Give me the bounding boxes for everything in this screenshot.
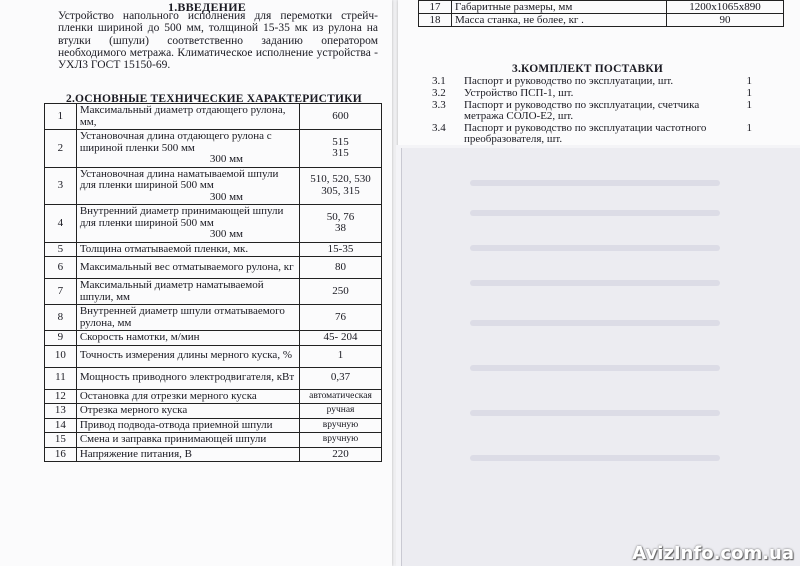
spec-number: 3 <box>45 167 77 205</box>
spec-value <box>300 104 382 130</box>
spec-value-text: 76 <box>335 310 346 323</box>
spec-label <box>76 104 299 130</box>
spec-value-text: 45- 204 <box>323 331 358 343</box>
supply-list <box>432 76 752 146</box>
supply-item-quantity: 1 <box>746 99 752 111</box>
bleed-through-line <box>470 210 720 216</box>
spec-number: 14 <box>45 418 77 433</box>
bleed-through-line <box>470 245 720 251</box>
spec-sub-label: 300 мм <box>209 190 243 203</box>
spec-value-secondary: 315 <box>332 147 349 160</box>
dimensions-table-body <box>419 1 784 27</box>
spec-row <box>45 279 382 305</box>
specs-heading: 2.ОСНОВНЫЕ ТЕХНИЧЕСКИЕ ХАРАКТЕРИСТИКИ <box>66 93 362 105</box>
spec-label-text: Напряжение питания, В <box>79 447 192 460</box>
spec-label-text: Скорость намотки, м/мин <box>79 331 200 343</box>
spec-number: 6 <box>45 257 77 279</box>
spec-row <box>45 331 382 346</box>
supply-heading: 3.КОМПЛЕКТ ПОСТАВКИ <box>512 63 664 75</box>
spec-value-text: 80 <box>335 260 346 273</box>
spec-number: 12 <box>45 389 77 404</box>
spec-label <box>76 418 299 433</box>
dimension-value: 1200х1065х890 <box>667 1 784 14</box>
spec-label <box>76 367 299 389</box>
spec-label-text: Установочная длина отдающего рулона с шириной пленки 500 мм <box>79 130 272 154</box>
spec-label-text: Смена и заправка принимающей шпули <box>79 433 267 445</box>
spec-value <box>300 433 382 448</box>
spec-row <box>45 257 382 279</box>
spec-value-text: 510, 520, 530 <box>310 173 371 186</box>
spec-value-text: 515 <box>332 135 349 148</box>
spec-number: 15 <box>45 433 77 448</box>
spec-value <box>300 257 382 279</box>
spec-row <box>45 130 382 168</box>
specs-table-body <box>45 104 382 462</box>
dimension-row <box>419 14 784 27</box>
spec-label <box>76 257 299 279</box>
spec-value-text: 250 <box>332 284 349 297</box>
bleed-through-line <box>470 280 720 286</box>
spec-value <box>300 404 382 419</box>
spec-number: 13 <box>45 404 77 419</box>
supply-item-text: Паспорт и руководство по эксплуатации, шт. <box>464 75 674 87</box>
intro-paragraph: Устройство напольного исполнения для перемотки стрейч-пленки шириной до 500 мм, толщиной 15-35 мк из рулона на втулки (шпули) соответственно заданию оператором необходимого метража. Климатическое исполнение устройства - УХЛ3 ГОСТ 15150-69. <box>58 10 378 72</box>
supply-item-number: 3.3 <box>432 99 446 111</box>
spec-number: 1 <box>45 104 77 130</box>
spec-value-text: вручную <box>322 434 359 444</box>
spec-label-text: Внутренней диаметр шпули отматываемого рулона, мм <box>79 305 285 329</box>
spec-value <box>300 130 382 168</box>
spec-value-text: 220 <box>332 447 349 460</box>
spec-value-text: автоматическая <box>309 390 372 401</box>
spec-number: 7 <box>45 279 77 305</box>
dimension-value: 90 <box>667 14 784 27</box>
spec-value <box>300 447 382 462</box>
spec-label-text: Внутренний диаметр принимающей шпули для пленки шириной 500 мм <box>79 205 284 229</box>
supply-item <box>432 88 752 99</box>
spec-value <box>300 205 382 243</box>
spec-label <box>76 389 299 404</box>
spec-label-text: Отрезка мерного куска <box>79 404 188 416</box>
spec-row <box>45 242 382 257</box>
supply-item-number: 3.1 <box>432 75 446 87</box>
spec-label <box>76 331 299 346</box>
spec-number: 9 <box>45 331 77 346</box>
spec-label-text: Установочная длина наматываемой шпули для пленки шириной 500 мм <box>79 167 279 191</box>
spec-number: 5 <box>45 242 77 257</box>
spec-number: 8 <box>45 305 77 331</box>
spec-value-text: 0,37 <box>330 371 351 384</box>
spec-row <box>45 447 382 462</box>
spec-label <box>76 279 299 305</box>
spec-value-text: 15-35 <box>327 242 354 255</box>
spec-number: 2 <box>45 130 77 168</box>
spec-row <box>45 167 382 205</box>
spec-value-text: ручная <box>326 405 355 415</box>
supply-item-quantity: 1 <box>746 87 752 99</box>
spec-label <box>76 433 299 448</box>
supply-item-text: Устройство ПСП-1, шт. <box>464 87 574 99</box>
bleed-through-line <box>470 410 720 416</box>
spec-label <box>76 130 299 168</box>
spec-row <box>45 305 382 331</box>
spec-label-text: Привод подвода-отвода приемной шпули <box>79 418 273 431</box>
spec-label <box>76 447 299 462</box>
supply-item-quantity: 1 <box>746 122 752 134</box>
spec-row <box>45 418 382 433</box>
spec-number: 11 <box>45 367 77 389</box>
dimension-number: 18 <box>419 14 452 27</box>
spec-value <box>300 331 382 346</box>
bleed-through-line <box>470 455 720 461</box>
spec-row <box>45 404 382 419</box>
dimension-number: 17 <box>419 1 452 14</box>
watermark: AvizInfo.com.ua <box>632 543 794 564</box>
spec-number: 10 <box>45 345 77 367</box>
spec-value <box>300 305 382 331</box>
spec-label <box>76 305 299 331</box>
spec-label <box>76 404 299 419</box>
spec-label <box>76 345 299 367</box>
supply-item-number: 3.2 <box>432 87 446 99</box>
spec-label-text: Точность измерения длины мерного куска, % <box>79 349 292 362</box>
spec-number: 4 <box>45 205 77 243</box>
spec-value-text: вручную <box>322 419 359 430</box>
spec-value <box>300 279 382 305</box>
spec-value-text: 600 <box>332 109 349 122</box>
spec-label-text: Толщина отматываемой пленки, мк. <box>79 242 249 255</box>
spec-value <box>300 367 382 389</box>
spec-sub-label: 300 мм <box>209 228 243 240</box>
spec-label-text: Максимальный диаметр отдающего рулона, мм, <box>79 104 286 128</box>
spec-value-secondary: 305, 315 <box>321 184 360 197</box>
spec-row <box>45 345 382 367</box>
supply-item-text: Паспорт и руководство по эксплуатации частотного преобразователя, шт. <box>464 122 707 145</box>
bleed-through-line <box>470 320 720 326</box>
spec-value <box>300 418 382 433</box>
spec-label <box>76 167 299 205</box>
bleed-through-line <box>470 180 720 186</box>
supply-item-number: 3.4 <box>432 122 446 134</box>
specs-table <box>44 103 382 462</box>
supply-item-text: Паспорт и руководство по эксплуатации, счетчика метража СОЛО-Е2, шт. <box>464 99 700 122</box>
spec-sub-label: 300 мм <box>209 153 243 165</box>
supply-item-quantity: 1 <box>746 75 752 87</box>
spec-label <box>76 242 299 257</box>
spec-row <box>45 104 382 130</box>
intro-heading: 1.ВВЕДЕНИЕ <box>168 0 246 14</box>
spec-value-text: 50, 76 <box>326 210 355 223</box>
dimensions-table <box>418 0 784 27</box>
bleed-through-line <box>470 365 720 371</box>
spec-value-text: 1 <box>337 349 344 362</box>
supply-item <box>432 123 752 145</box>
spec-value <box>300 389 382 404</box>
spec-value <box>300 242 382 257</box>
spec-label-text: Мощность приводного электродвигателя, кВт <box>79 371 295 384</box>
supply-item <box>432 76 752 87</box>
spec-value <box>300 345 382 367</box>
dimension-label: Масса станка, не более, кг . <box>452 14 667 27</box>
spec-row <box>45 389 382 404</box>
spec-label-text: Остановка для отрезки мерного куска <box>79 389 257 402</box>
spec-row <box>45 433 382 448</box>
spec-row <box>45 367 382 389</box>
spec-number: 16 <box>45 447 77 462</box>
supply-item <box>432 100 752 122</box>
spec-label-text: Максимальный вес отматываемого рулона, кг <box>79 260 294 273</box>
spec-label-text: Максимальный диаметр наматываемой шпули, мм <box>79 279 264 303</box>
spec-label <box>76 205 299 243</box>
dimension-row <box>419 1 784 14</box>
spec-value-secondary: 38 <box>335 222 346 235</box>
spec-row <box>45 205 382 243</box>
dimension-label: Габаритные размеры, мм <box>452 1 667 14</box>
spec-value <box>300 167 382 205</box>
